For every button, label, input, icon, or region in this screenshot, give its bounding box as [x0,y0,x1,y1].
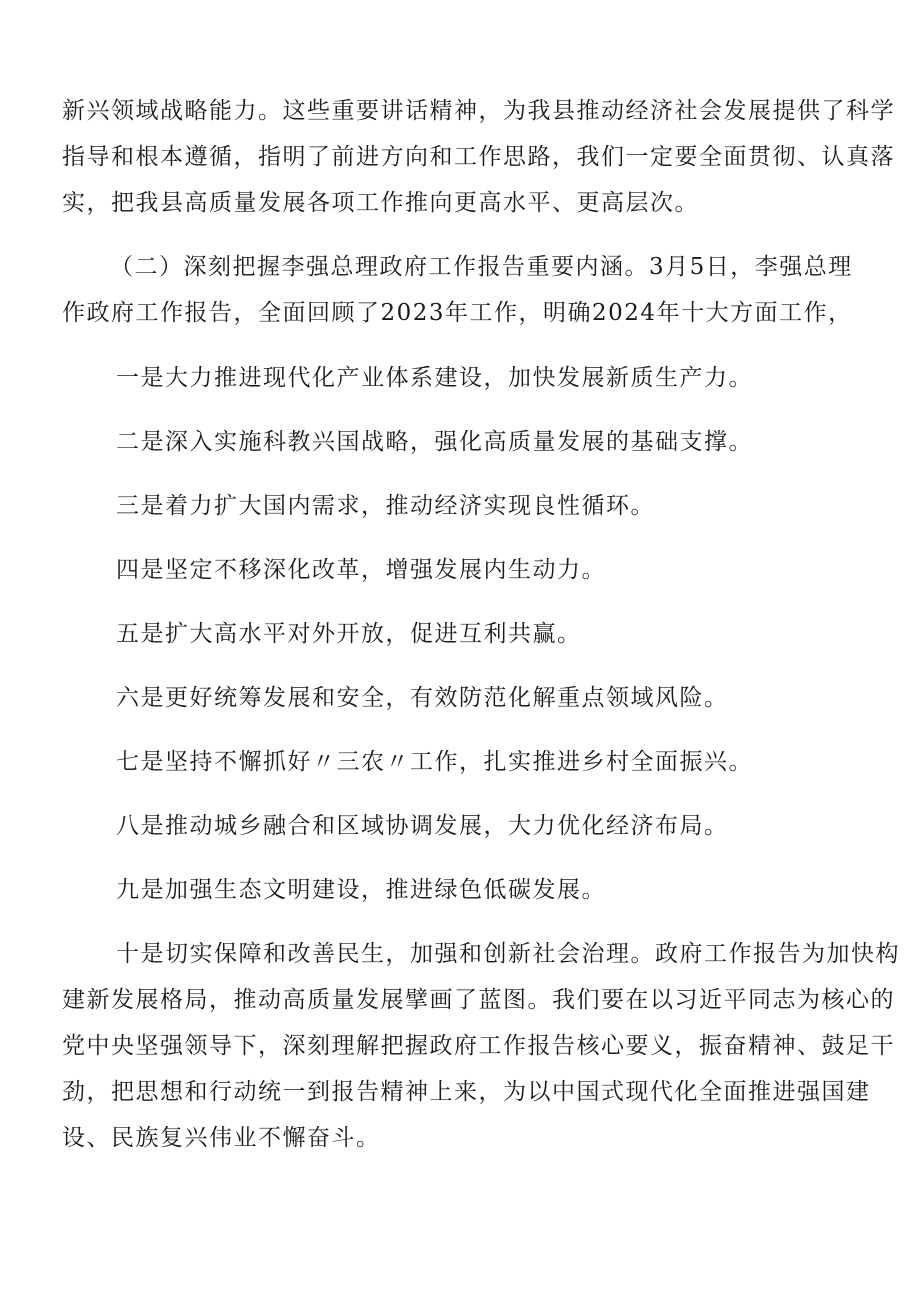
list-item: 六是更好统筹发展和安全，有效防范化解重点领域风险。 [116,685,729,711]
list-item: 八是推动城乡融合和区域协调发展，大力优化经济布局。 [116,813,729,839]
section-heading-line-2: 作政府工作报告，全面回顾了2023年工作，明确2024年十大方面工作， [62,300,853,326]
paragraph-3-line-3: 党中央坚强领导下，深刻理解把握政府工作报告核心要义，振奋精神、鼓足干 [62,1033,895,1059]
paragraph-1-line-2: 指导和根本遵循，指明了前进方向和工作思路，我们一定要全面贯彻、认真落 [62,144,895,170]
paragraph-3-line-4: 劲，把思想和行动统一到报告精神上来，为以中国式现代化全面推进强国建 [62,1079,871,1105]
paragraph-3-line-2: 建新发展格局，推动高质量发展擘画了蓝图。我们要在以习近平同志为核心的 [62,987,895,1013]
section-heading-line-1: （二）深刻把握李强总理政府工作报告重要内涵。3月5日，李强总理 [110,254,853,280]
list-item: 五是扩大高水平对外开放，促进互利共赢。 [116,621,582,647]
paragraph-1-line-1: 新兴领域战略能力。这些重要讲话精神，为我县推动经济社会发展提供了科学 [62,98,895,124]
list-item: 一是大力推进现代化产业体系建设，加快发展新质生产力。 [116,365,753,391]
list-item: 三是着力扩大国内需求，推动经济实现良性循环。 [116,493,655,519]
list-item: 九是加强生态文明建设，推进绿色低碳发展。 [116,877,606,903]
paragraph-3-line-5: 设、民族复兴伟业不懈奋斗。 [62,1125,381,1151]
list-item: 二是深入实施科教兴国战略，强化高质量发展的基础支撑。 [116,429,753,455]
list-item: 四是坚定不移深化改革，增强发展内生动力。 [116,557,606,583]
paragraph-3-line-1: 十是切实保障和改善民生，加强和创新社会治理。政府工作报告为加快构 [116,941,900,967]
list-item: 七是坚持不懈抓好〃三农〃工作，扎实推进乡村全面振兴。 [116,749,753,775]
paragraph-1-line-3: 实，把我县高质量发展各项工作推向更高水平、更高层次。 [62,190,699,216]
